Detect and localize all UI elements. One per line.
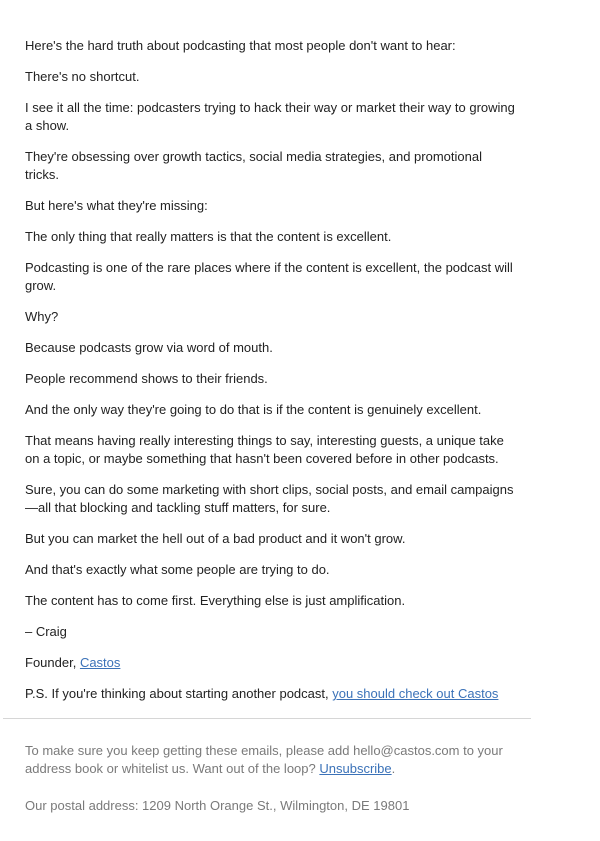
email-paragraph: Why?	[25, 309, 59, 324]
email-body	[25, 37, 515, 716]
email-paragraph: Because podcasts grow via word of mouth.	[25, 340, 273, 355]
ps-line	[25, 685, 515, 703]
email-paragraph: Here's the hard truth about podcasting that most people don't want to hear:	[25, 38, 456, 53]
email-paragraph: The only thing that really matters is that the content is excellent.	[25, 229, 392, 244]
email-paragraph: But you can market the hell out of a bad product and it won't grow.	[25, 531, 406, 546]
email-paragraph: Sure, you can do some marketing with short clips, social posts, and email campaigns—all that blocking and tackling stuff matters, for sure.	[25, 482, 514, 515]
email-paragraph: And that's exactly what some people are trying to do.	[25, 562, 330, 577]
email-paragraph: They're obsessing over growth tactics, social media strategies, and promotional tricks.	[25, 149, 482, 182]
email-paragraph: People recommend shows to their friends.	[25, 371, 268, 386]
signoff: – Craig	[25, 624, 67, 639]
postal-address: Our postal address: 1209 North Orange St., Wilmington, DE 19801	[25, 798, 410, 813]
castos-link[interactable]: Castos	[79, 655, 121, 670]
unsubscribe-link[interactable]: Unsubscribe	[319, 761, 392, 776]
ps-prefix: P.S. If you're thinking about starting another podcast,	[25, 686, 333, 701]
email-paragraph: There's no shortcut.	[25, 69, 140, 84]
email-footer	[25, 742, 515, 834]
founder-line	[25, 654, 515, 672]
email-paragraph: And the only way they're going to do that is if the content is genuinely excellent.	[25, 402, 482, 417]
footer-notice-text: To make sure you keep getting these emails, please add hello@castos.com to your address book or whitelist us. Want out of the loop?	[25, 743, 503, 776]
email-paragraph: Podcasting is one of the rare places where if the content is excellent, the podcast will grow.	[25, 260, 513, 293]
founder-prefix: Founder,	[25, 655, 80, 670]
footer-notice-suffix: .	[391, 761, 396, 776]
footer-notice	[25, 742, 515, 778]
check-out-castos-link[interactable]: you should check out Castos	[332, 686, 499, 701]
footer-divider	[3, 718, 531, 719]
email-paragraph: That means having really interesting things to say, interesting guests, a unique take on a topic, or maybe something that hasn't been covered before in other podcasts.	[25, 433, 504, 466]
email-paragraph: But here's what they're missing:	[25, 198, 208, 213]
email-paragraph: I see it all the time: podcasters trying to hack their way or market their way to growing a show.	[25, 100, 515, 133]
email-paragraph: The content has to come first. Everything else is just amplification.	[25, 593, 406, 608]
